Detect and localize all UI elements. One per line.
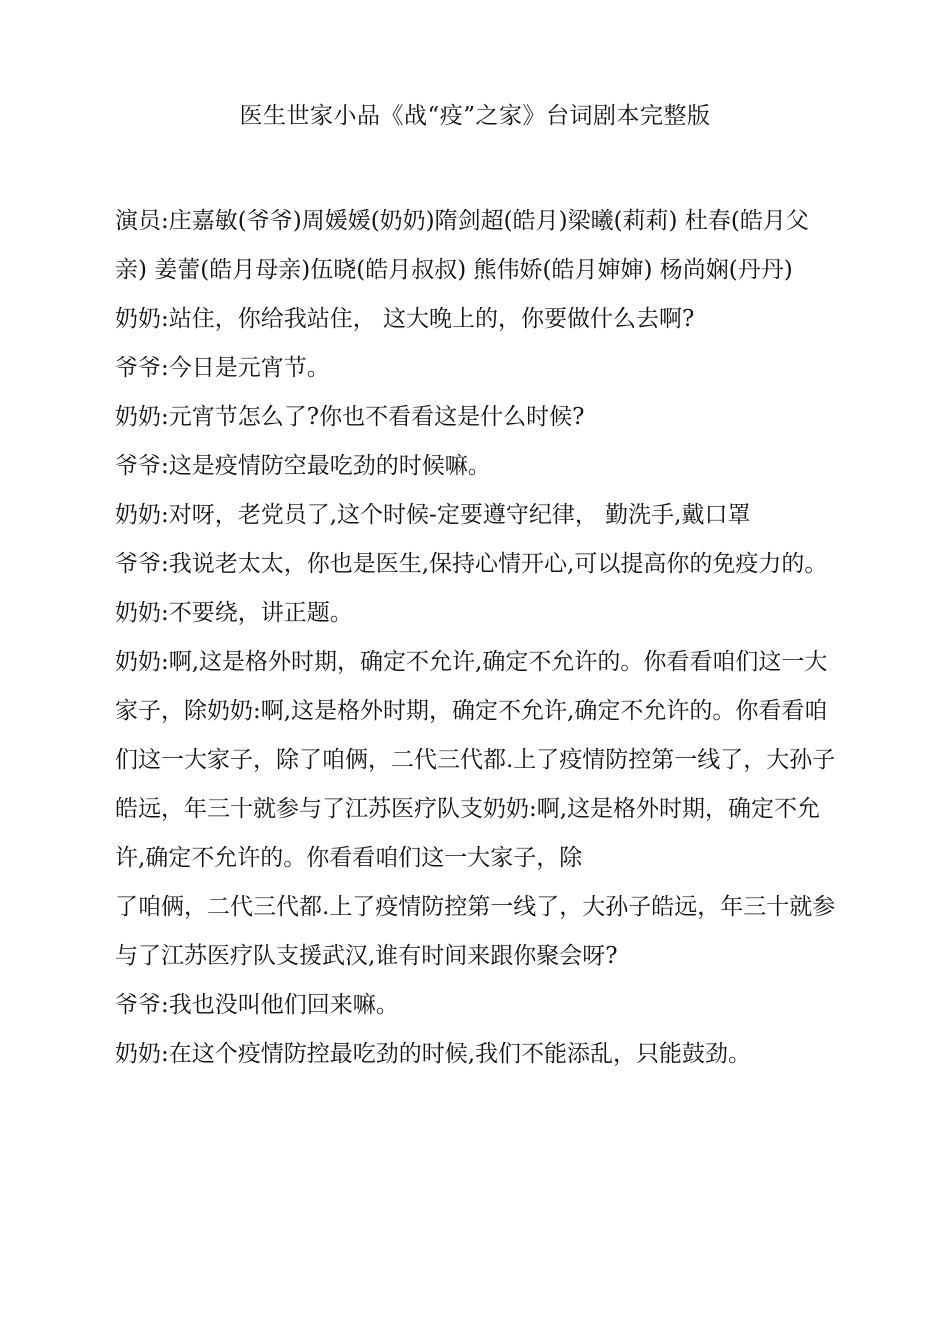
cast-list-paragraph: 演员:庄嘉敏(爷爷)周媛媛(奶奶)隋剑超(皓月)梁曦(莉莉) 杜春(皓月父亲) 姜蕾(皓月母亲)伍晓(皓月叔叔) 熊伟娇(皓月婶婶) 杨尚娴(丹丹) [115,208,809,283]
dialogue-line: 奶奶:不要绕，讲正题。 [115,600,353,626]
dialogue-line: 奶奶:啊,这是格外时期，确定不允许,确定不允许的。你看看咱们这一大家子，除奶奶:啊,这是格外时期，确定不允许,确定不允许的。你看看咱们这一大家子，除了咱俩，二代三代都.上了疫情防控第一线了，大孙子皓远，年三十就参与了江苏医疗队支奶奶:啊,这是格外时期，确定不允许,确定不允许的。你看看咱们这一大家子，除 [115,649,836,871]
dialogue-line: 奶奶:在这个疫情防控最吃劲的时候,我们不能添乱，只能鼓劲。 [115,1041,752,1067]
dialogue-line: 爷爷:今日是元宵节。 [115,355,330,381]
dialogue-line: 爷爷:我也没叫他们回来嘛。 [115,992,399,1018]
dialogue-line: 奶奶:元宵节怎么了?你也不看看这是什么时候? [115,404,585,430]
dialogue-line: 爷爷:这是疫情防空最吃劲的时候嘛。 [115,453,491,479]
dialogue-line: 奶奶:对呀，老党员了,这个时候-定要遵守纪律， 勤洗手,戴口罩 [115,502,751,528]
document-title: 医生世家小品《战“疫”之家》台词剧本完整版 [239,103,711,129]
dialogue-line-continuation: 了咱俩，二代三代都.上了疫情防控第一线了，大孙子皓远，年三十就参与了江苏医疗队支援武汉,谁有时间来跟你聚会呀? [115,894,836,969]
dialogue-line: 爷爷:我说老太太，你也是医生,保持心情开心,可以提高你的免疫力的。 [115,551,828,577]
dialogue-line: 奶奶:站住，你给我站住， 这大晚上的，你要做什么去啊? [115,306,695,332]
document-body [115,197,840,1079]
